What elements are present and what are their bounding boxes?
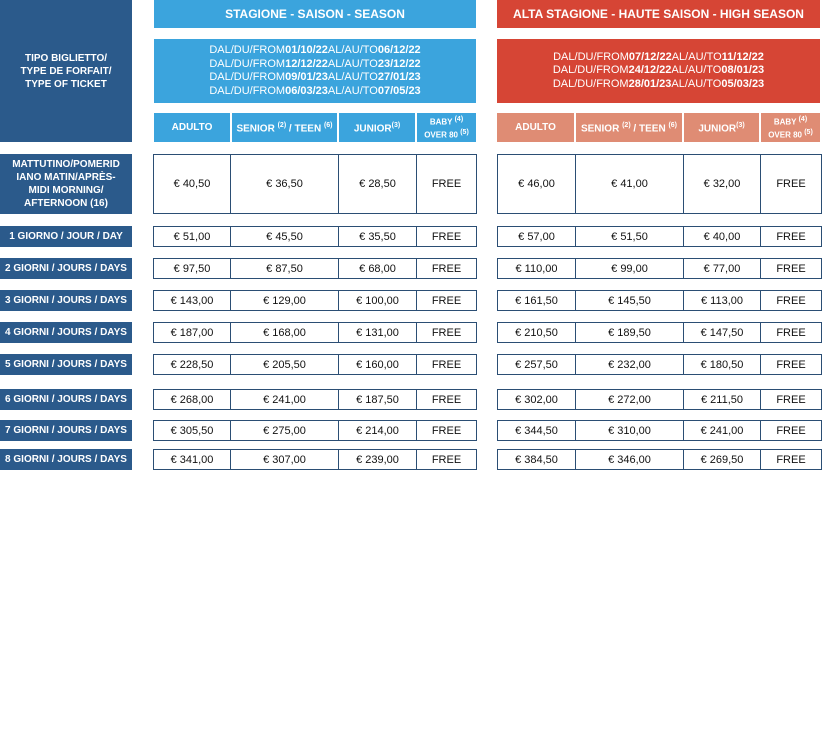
price-cell: € 161,50	[498, 291, 576, 310]
row-label: 5 GIORNI / JOURS / DAYS	[0, 354, 132, 375]
price-cell: € 189,50	[576, 323, 684, 342]
price-cell: FREE	[431, 326, 462, 339]
price-cell: € 344,50	[498, 421, 576, 440]
price-cell: FREE	[776, 294, 806, 307]
col-senior-teen: SENIOR $^{(2)}$ / TEEN $^{(6)}$	[232, 113, 337, 142]
price-cell: € 205,50	[231, 355, 339, 374]
price-cell: € 302,00	[498, 390, 576, 409]
season-price-row	[153, 389, 477, 410]
period-line	[209, 85, 420, 99]
price-cell: € 187,00	[154, 323, 231, 342]
season-price-row	[153, 258, 477, 279]
period-date: 06/12/22	[377, 44, 421, 56]
season-price-row	[153, 420, 477, 441]
price-cell: € 239,00	[339, 450, 417, 469]
price-cell: FREE	[776, 358, 806, 371]
period-date: 07/05/23	[377, 84, 421, 97]
price-cell: € 307,00	[231, 450, 339, 469]
price-cell: € 241,00	[231, 390, 339, 409]
price-cell: FREE	[776, 326, 806, 339]
high-season-price-row	[497, 154, 822, 214]
price-cell: € 305,50	[154, 421, 231, 440]
period-label: AL/AU/TO	[671, 77, 722, 90]
high-season-price-row	[497, 420, 822, 441]
price-cell: € 99,00	[576, 259, 684, 278]
period-label: DAL/DU/FROM	[553, 50, 629, 63]
price-cell: € 110,00	[498, 259, 576, 278]
price-cell: € 180,50	[684, 355, 761, 374]
season-periods	[154, 39, 476, 103]
row-label: 6 GIORNI / JOURS / DAYS	[0, 389, 132, 410]
price-cell: € 57,00	[498, 227, 576, 246]
price-cell: € 77,00	[684, 259, 761, 278]
price-cell: € 241,00	[684, 421, 761, 440]
high-season-price-row	[497, 258, 822, 279]
season-price-row	[153, 322, 477, 343]
price-cell: € 32,00	[684, 155, 761, 213]
period-label: AL/AU/TO	[327, 57, 378, 70]
season-price-row	[153, 226, 477, 247]
col-senior-teen: SENIOR $^{(2)}$ / TEEN $^{(6)}$	[576, 113, 682, 142]
price-cell: € 257,50	[498, 355, 576, 374]
period-label: AL/AU/TO	[327, 71, 378, 83]
price-cell: FREE	[431, 294, 462, 307]
period-label: DAL/DU/FROM	[552, 77, 629, 90]
period-date: 09/01/23	[285, 71, 328, 83]
period-label: AL/AU/TO	[327, 84, 378, 97]
period-line	[553, 64, 764, 78]
price-cell: € 160,00	[339, 355, 417, 374]
price-cell: € 341,00	[154, 450, 231, 469]
high-season-column-headers	[497, 113, 820, 142]
row-label: 3 GIORNI / JOURS / DAYS	[0, 290, 132, 311]
price-cell: € 268,00	[154, 390, 231, 409]
price-cell: FREE	[431, 262, 462, 275]
period-label: DAL/DU/FROM	[552, 64, 629, 77]
period-date: 27/01/23	[377, 71, 421, 83]
period-date: 07/12/22	[628, 50, 672, 63]
period-label: AL/AU/TO	[671, 50, 722, 63]
row-label: MATTUTINO/POMERID IANO MATIN/APRÈS- MIDI MORNING/ AFTERNOON (16)	[0, 154, 132, 214]
period-date: 11/12/22	[721, 50, 764, 63]
price-cell: € 35,50	[339, 227, 417, 246]
high-season-price-row	[497, 322, 822, 343]
price-cell: € 346,00	[576, 450, 684, 469]
price-cell: € 68,00	[339, 259, 417, 278]
price-cell: FREE	[776, 262, 806, 275]
season-title: STAGIONE - SAISON - SEASON	[154, 0, 476, 28]
price-cell: FREE	[431, 358, 462, 371]
price-cell: € 214,00	[339, 421, 417, 440]
price-cell: € 28,50	[339, 155, 417, 213]
season-price-row	[153, 354, 477, 375]
period-date: 08/01/23	[721, 64, 765, 77]
price-cell: FREE	[776, 230, 806, 243]
price-cell: € 36,50	[231, 155, 339, 213]
price-cell: FREE	[776, 178, 806, 190]
price-cell: € 269,50	[684, 450, 761, 469]
price-cell: € 232,00	[576, 355, 684, 374]
price-cell: FREE	[431, 178, 462, 190]
row-label: 4 GIORNI / JOURS / DAYS	[0, 322, 132, 343]
price-cell: € 187,50	[339, 390, 417, 409]
price-cell: € 228,50	[154, 355, 231, 374]
price-cell: FREE	[776, 453, 806, 466]
period-line	[209, 44, 420, 58]
period-label: AL/AU/TO	[671, 64, 722, 77]
price-cell: € 143,00	[154, 291, 231, 310]
period-date: 01/10/22	[285, 44, 328, 56]
price-cell: FREE	[776, 424, 806, 437]
period-line	[209, 71, 420, 85]
period-line	[553, 51, 764, 65]
col-baby-over80: BABY $^{(4)}$ OVER 80 $^{(5)}$	[761, 113, 820, 142]
high-season-price-row	[497, 449, 822, 470]
price-cell: € 272,00	[576, 390, 684, 409]
period-date: 05/03/23	[721, 77, 765, 90]
price-cell: FREE	[431, 424, 462, 437]
season-column-headers	[154, 113, 476, 142]
period-label: DAL/DU/FROM	[209, 71, 286, 83]
col-baby-over80: BABY $^{(4)}$ OVER 80 $^{(5)}$	[417, 113, 476, 142]
price-cell: € 40,00	[684, 227, 761, 246]
price-cell: FREE	[431, 393, 462, 406]
period-line	[553, 78, 764, 92]
period-line	[209, 58, 420, 72]
period-date: 12/12/22	[285, 57, 328, 70]
row-label: 8 GIORNI / JOURS / DAYS	[0, 449, 132, 470]
price-cell: € 211,50	[684, 390, 761, 409]
ticket-type-header: TIPO BIGLIETTO/ TYPE DE FORFAIT/ TYPE OF TICKET	[0, 0, 132, 142]
price-cell: € 51,50	[576, 227, 684, 246]
period-label: AL/AU/TO	[327, 44, 378, 56]
high-season-price-row	[497, 290, 822, 311]
period-label: DAL/DU/FROM	[209, 44, 286, 56]
period-label: DAL/DU/FROM	[209, 57, 286, 70]
high-season-periods	[497, 39, 820, 103]
high-season-price-row	[497, 389, 822, 410]
season-price-row	[153, 154, 477, 214]
period-date: 28/01/23	[628, 77, 672, 90]
price-cell: € 168,00	[231, 323, 339, 342]
price-cell: € 210,50	[498, 323, 576, 342]
col-adult: ADULTO	[497, 113, 574, 142]
high-season-price-row	[497, 226, 822, 247]
price-cell: FREE	[431, 230, 462, 243]
price-cell: € 384,50	[498, 450, 576, 469]
col-junior: JUNIOR$^{(3)}$	[684, 113, 759, 142]
high-season-price-row	[497, 354, 822, 375]
price-cell: FREE	[776, 393, 806, 406]
price-cell: € 51,00	[154, 227, 231, 246]
price-cell: € 100,00	[339, 291, 417, 310]
price-cell: € 46,00	[498, 155, 576, 213]
period-label: DAL/DU/FROM	[209, 84, 286, 97]
season-price-row	[153, 449, 477, 470]
price-cell: € 131,00	[339, 323, 417, 342]
price-cell: € 145,50	[576, 291, 684, 310]
price-cell: € 113,00	[684, 291, 761, 310]
season-price-row	[153, 290, 477, 311]
period-date: 24/12/22	[628, 64, 672, 77]
period-date: 23/12/22	[377, 57, 421, 70]
period-date: 06/03/23	[285, 84, 328, 97]
price-cell: € 40,50	[154, 155, 231, 213]
price-cell: € 97,50	[154, 259, 231, 278]
col-junior: JUNIOR$^{(3)}$	[339, 113, 415, 142]
row-label: 1 GIORNO / JOUR / DAY	[0, 226, 132, 247]
price-cell: € 147,50	[684, 323, 761, 342]
price-cell: FREE	[431, 453, 462, 466]
price-cell: € 275,00	[231, 421, 339, 440]
price-cell: € 310,00	[576, 421, 684, 440]
price-cell: € 41,00	[576, 155, 684, 213]
high-season-title: ALTA STAGIONE - HAUTE SAISON - HIGH SEASON	[497, 0, 820, 28]
price-cell: € 129,00	[231, 291, 339, 310]
col-adult: ADULTO	[154, 113, 230, 142]
row-label: 7 GIORNI / JOURS / DAYS	[0, 420, 132, 441]
row-label: 2 GIORNI / JOURS / DAYS	[0, 258, 132, 279]
price-cell: € 45,50	[231, 227, 339, 246]
price-cell: € 87,50	[231, 259, 339, 278]
